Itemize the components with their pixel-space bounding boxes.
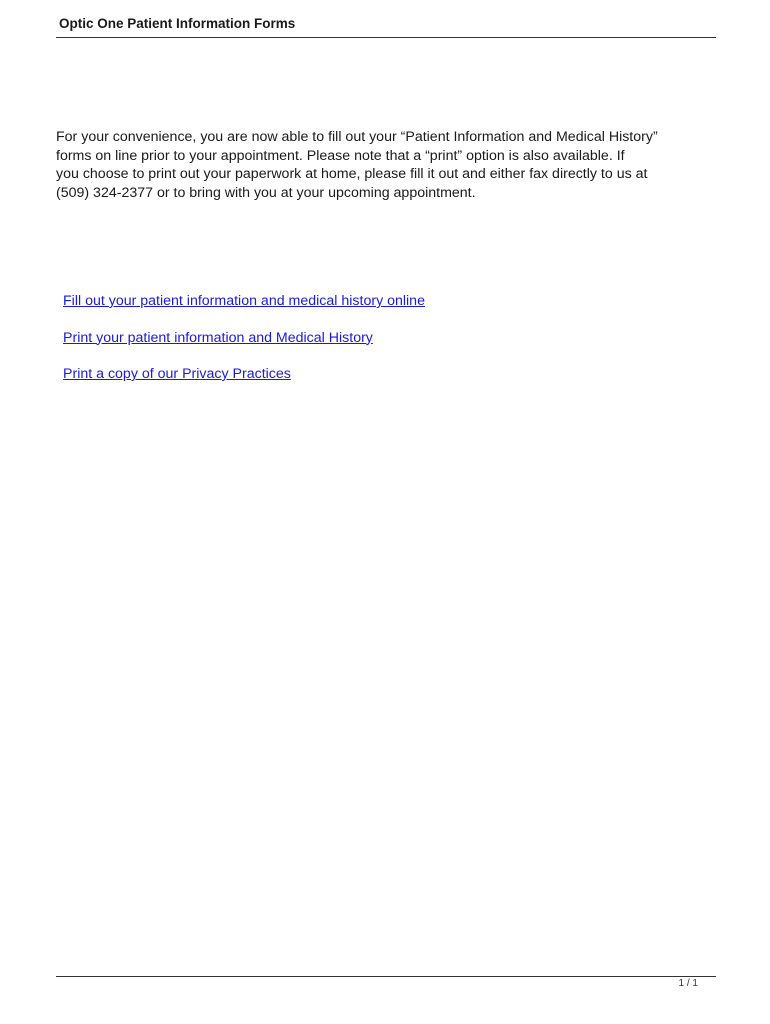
page-footer (56, 976, 716, 989)
intro-paragraph (56, 128, 721, 202)
intro-line: For your convenience, you are now able to fill out your “Patient Information and Medical History” (56, 129, 658, 145)
print-privacy-practices-link[interactable]: Print a copy of our Privacy Practices (63, 366, 291, 382)
intro-line: you choose to print out your paperwork at home, please fill it out and either fax directly to us at (56, 166, 648, 182)
print-medical-history-link[interactable]: Print your patient information and Medical History (63, 329, 373, 346)
intro-line: forms on line prior to your appointment. Please note that a “print” option is also available. If (56, 147, 625, 164)
form-links (63, 292, 425, 402)
page-title: Optic One Patient Information Forms (59, 16, 296, 31)
page-number: 1 / 1 (678, 978, 698, 989)
page-header (56, 15, 716, 38)
fill-out-online-link[interactable]: Fill out your patient information and medical history online (63, 293, 425, 309)
intro-line: (509) 324-2377 or to bring with you at your upcoming appointment. (56, 184, 476, 201)
